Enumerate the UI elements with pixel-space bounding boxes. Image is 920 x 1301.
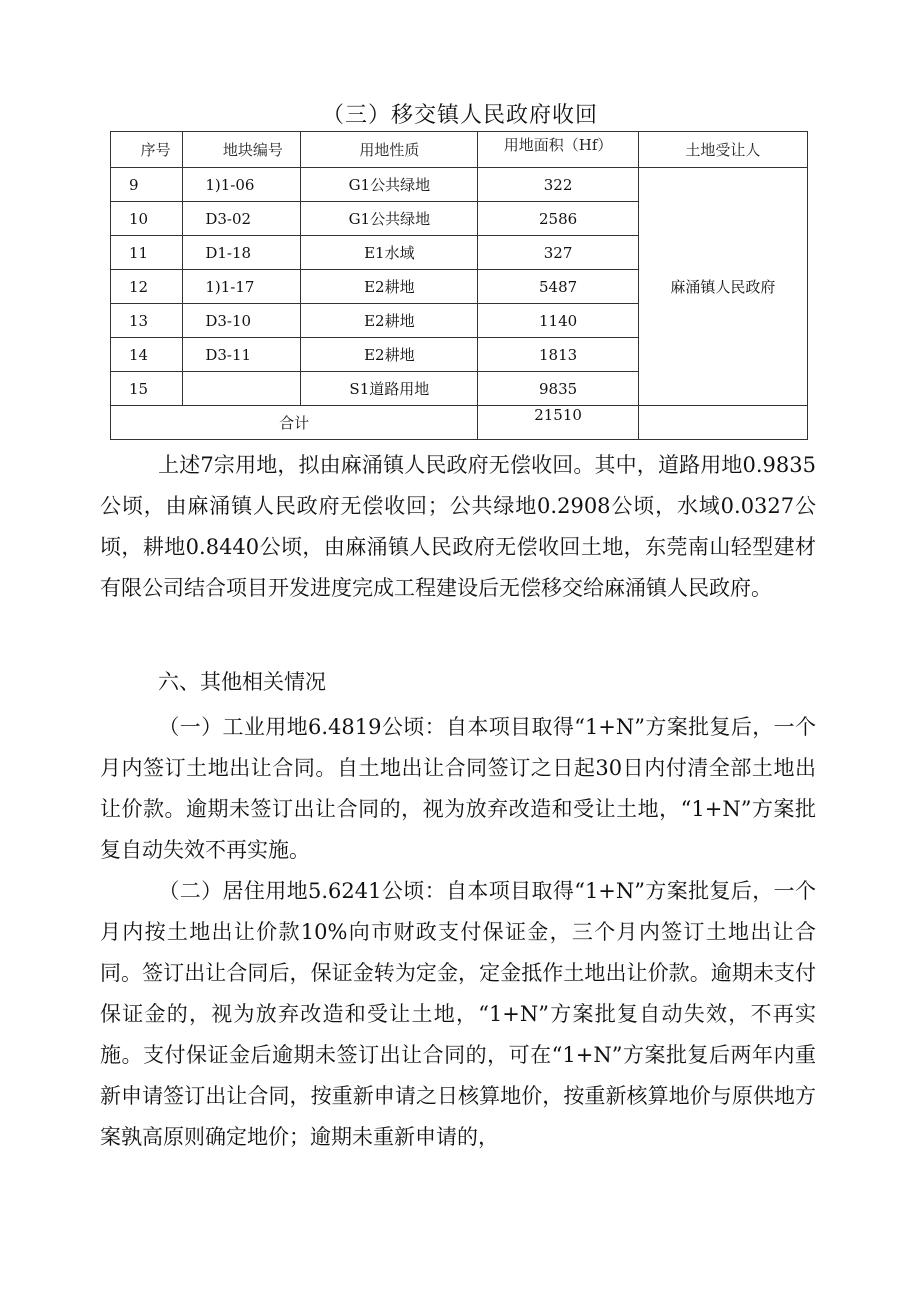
cell-code: D3-11 bbox=[183, 338, 301, 372]
total-value: 21510 bbox=[478, 406, 638, 440]
paragraph-text: （一）工业用地6.4819公顷：自本项目取得“1+N”方案批复后，一个月内签订土地出让合同。自土地出让合同签订之日起30日内付清全部土地出让价款。逾期未签订出让合同的，视为放弃改造和受让土地，“1+N”方案批复自动失效不再实施。 bbox=[100, 715, 816, 862]
total-empty-cell bbox=[638, 406, 807, 440]
cell-use: E2耕地 bbox=[301, 338, 478, 372]
paragraph-industrial-land bbox=[100, 707, 816, 871]
cell-no: 9 bbox=[111, 168, 183, 202]
total-label: 合计 bbox=[111, 406, 478, 440]
cell-code: 1)1-06 bbox=[183, 168, 301, 202]
cell-area: 9835 bbox=[478, 372, 638, 406]
cell-recipient: 麻涌镇人民政府 bbox=[638, 168, 807, 406]
cell-use: E2耕地 bbox=[301, 270, 478, 304]
header-code: 地块编号 bbox=[183, 132, 301, 168]
cell-code: 1)1-17 bbox=[183, 270, 301, 304]
section-title: （三）移交镇人民政府收回 bbox=[321, 103, 598, 128]
paragraph-residential-land bbox=[100, 871, 816, 1158]
cell-code: D3-10 bbox=[183, 304, 301, 338]
cell-area: 1140 bbox=[478, 304, 638, 338]
cell-use: G1公共绿地 bbox=[301, 202, 478, 236]
paragraph-recovery-summary bbox=[100, 445, 816, 609]
cell-use: S1道路用地 bbox=[301, 372, 478, 406]
cell-no: 13 bbox=[111, 304, 183, 338]
header-recipient: 土地受让人 bbox=[638, 132, 807, 168]
table-row bbox=[111, 168, 808, 202]
table-header-row bbox=[111, 132, 808, 168]
header-area: 用地面积（Hf） bbox=[478, 132, 638, 168]
cell-area: 1813 bbox=[478, 338, 638, 372]
table-total-row bbox=[111, 406, 808, 440]
header-no: 序号 bbox=[111, 132, 183, 168]
cell-use: E1水域 bbox=[301, 236, 478, 270]
cell-no: 12 bbox=[111, 270, 183, 304]
header-use: 用地性质 bbox=[301, 132, 478, 168]
cell-use: G1公共绿地 bbox=[301, 168, 478, 202]
paragraph-text: （二）居住用地5.6241公顷：自本项目取得“1+N”方案批复后，一个月内按土地出让价款10%向市财政支付保证金，三个月内签订土地出让合同。签订出让合同后，保证金转为定金，定金抵作土地出让价款。逾期未支付保证金的，视为放弃改造和受让土地，“1+N”方案批复自动失效，不再实施。支付保证金后逾期未签订出让合同的，可在“1+N”方案批复后两年内重新申请签订出让合同，按重新申请之日核算地价，按重新核算地价与原供地方案孰高原则确定地价；逾期未重新申请的， bbox=[100, 879, 816, 1149]
cell-code bbox=[183, 372, 301, 406]
cell-no: 10 bbox=[111, 202, 183, 236]
cell-area: 322 bbox=[478, 168, 638, 202]
cell-area: 5487 bbox=[478, 270, 638, 304]
paragraph-text: 上述7宗用地，拟由麻涌镇人民政府无偿收回。其中，道路用地0.9835公顷，由麻涌镇人民政府无偿收回；公共绿地0.2908公顷，水域0.0327公顷，耕地0.8440公顷，由麻涌镇人民政府无偿收回土地，东莞南山轻型建材有限公司结合项目开发进度完成工程建设后无偿移交给麻涌镇人民政府。 bbox=[100, 453, 816, 600]
cell-code: D1-18 bbox=[183, 236, 301, 270]
land-table bbox=[110, 131, 808, 440]
cell-area: 2586 bbox=[478, 202, 638, 236]
heading-other-info: 六、其他相关情况 bbox=[158, 670, 326, 694]
cell-use: E2耕地 bbox=[301, 304, 478, 338]
cell-area: 327 bbox=[478, 236, 638, 270]
cell-no: 14 bbox=[111, 338, 183, 372]
cell-no: 15 bbox=[111, 372, 183, 406]
cell-code: D3-02 bbox=[183, 202, 301, 236]
cell-no: 11 bbox=[111, 236, 183, 270]
